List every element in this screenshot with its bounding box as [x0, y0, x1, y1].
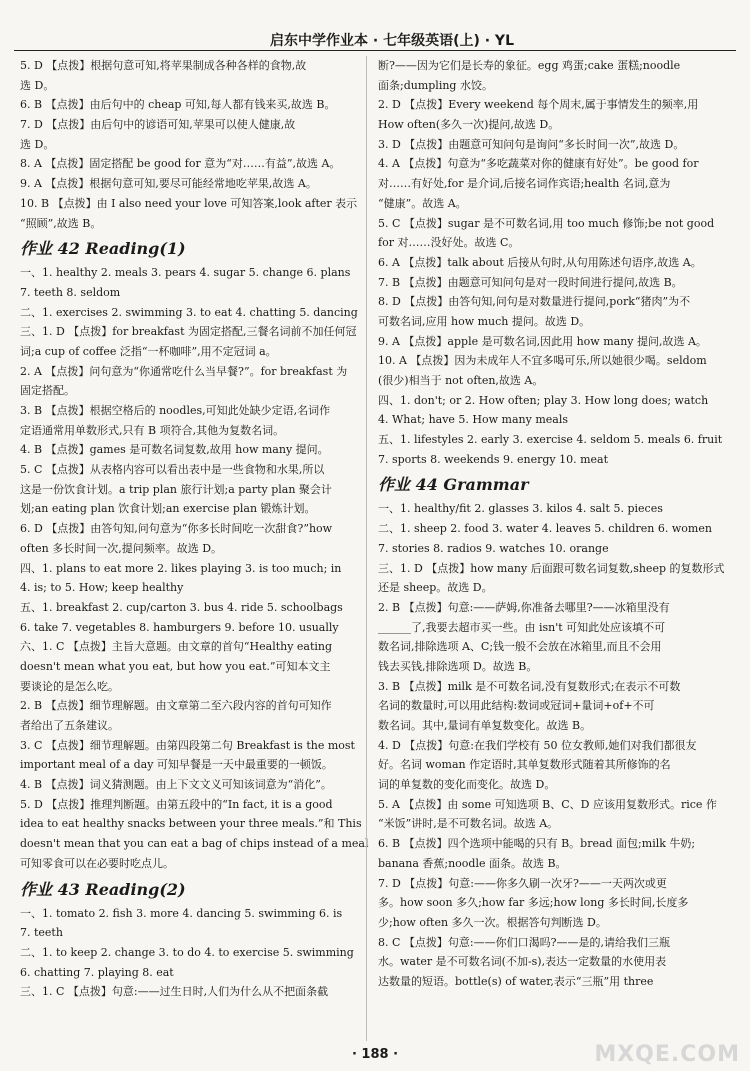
answer-line: 面条;dumpling 水饺。	[378, 78, 493, 92]
answer-line: 7. sports 8. weekends 9. energy 10. meat	[378, 452, 609, 466]
answer-line: (很少)相当于 not often,故选 A。	[378, 374, 544, 387]
answer-line: 7. D 【点拨】句意:——你多久刷一次牙?——一天两次或更	[378, 876, 667, 890]
answer-line: 选 D。	[20, 137, 55, 151]
answer-line: 8. C 【点拨】句意:——你们口渴吗?——是的,请给我们三瓶	[378, 935, 671, 949]
answer-line: 7. B 【点拨】由题意可知问句是对一段时间进行提问,故选 B。	[378, 275, 683, 289]
answer-line: 7. D 【点拨】由后句中的谚语可知,苹果可以使人健康,故	[20, 118, 296, 132]
answer-line: 4. A 【点拨】句意为“多吃蔬菜对你的健康有好处”。be good for	[378, 157, 699, 171]
answer-line: 选 D。	[20, 78, 55, 92]
answer-line: for 对……没好处。故选 C。	[378, 236, 520, 250]
answer-line: 3. C 【点拨】细节理解题。由第四段第二句 Breakfast is the most	[20, 738, 355, 752]
answer-line: 6. D 【点拨】由答句知,问句意为“你多长时间吃一次甜食?”how	[20, 522, 333, 536]
answer-line: 断?——因为它们是长寿的象征。egg 鸡蛋;cake 蛋糕;noodle	[378, 59, 681, 72]
answer-line: 一、1. healthy 2. meals 3. pears 4. sugar 5. change 6. plans	[20, 266, 351, 280]
answer-line: doesn't mean what you eat, but how you eat.”可知本文主	[20, 659, 331, 673]
answer-line: 二、1. exercises 2. swimming 3. to eat 4. chatting 5. dancing	[20, 305, 358, 319]
answer-line: 数名词。其中,量词有单复数变化。故选 B。	[378, 719, 592, 732]
answer-line: 还是 sheep。故选 D。	[378, 581, 493, 595]
answer-line: 可数名词,应用 how much 提问。故选 D。	[378, 314, 591, 328]
running-head-title: 启东中学作业本 · 七年级英语(上) · YL	[270, 33, 514, 49]
answer-line: 4. B 【点拨】games 是可数名词复数,故用 how many 提问。	[20, 443, 329, 457]
answer-line: 9. A 【点拨】根据句意可知,要尽可能经常地吃苹果,故选 A。	[20, 177, 317, 191]
answer-line: 5. A 【点拨】由 some 可知选项 B、C、D 应该用复数形式。rice 作	[378, 797, 717, 811]
answer-line: 可知零食可以在必要时吃点儿。	[20, 856, 174, 870]
answer-line: “米饭”讲时,是不可数名词。故选 A。	[378, 817, 559, 831]
answer-line: 二、1. sheep 2. food 3. water 4. leaves 5. children 6. women	[378, 522, 712, 536]
answer-line: 7. teeth	[20, 926, 63, 940]
answer-line: 6. take 7. vegetables 8. hamburgers 9. before 10. usually	[20, 620, 339, 634]
answer-line: 五、1. lifestyles 2. early 3. exercise 4. seldom 5. meals 6. fruit	[378, 433, 723, 447]
answer-line: 要谈论的是怎么吃。	[20, 679, 119, 693]
answer-line: 划;an eating plan 饮食计划;an exercise plan 锻炼计划。	[20, 502, 316, 516]
answer-line: 5. D 【点拨】推理判断题。由第五段中的“In fact, it is a good	[20, 797, 333, 811]
answer-line: How often(多久一次)提问,故选 D。	[378, 118, 560, 132]
answer-line: 多。how soon 多久;how far 多远;how long 多长时间,长度多	[378, 896, 689, 910]
answer-line: 者给出了五条建议。	[20, 719, 119, 732]
answer-line: 6. chatting 7. playing 8. eat	[20, 965, 174, 979]
right-column	[378, 56, 732, 992]
answer-line: 对……有好处,for 是介词,后接名词作宾语;health 名词,意为	[378, 177, 671, 191]
answer-line: 6. A 【点拨】talk about 后接从句时,从句用陈述句语序,故选 A。	[378, 255, 702, 269]
answer-line: 10. B 【点拨】由 I also need your love 可知答案,look after 表示	[20, 196, 358, 210]
answer-line: 4. B 【点拨】词义猜测题。由上下文文义可知该词意为“消化”。	[20, 778, 332, 792]
answer-line: 6. B 【点拨】由后句中的 cheap 可知,每人都有钱来买,故选 B。	[20, 98, 336, 112]
answer-line: 这是一份饮食计划。a trip plan 旅行计划;a party plan 聚会计	[20, 482, 332, 496]
answer-line: 三、1. D 【点拨】how many 后面跟可数名词复数,sheep 的复数形式	[378, 561, 725, 575]
answer-line: banana 香蕉;noodle 面条。故选 B。	[378, 856, 567, 870]
answer-line: 10. A 【点拨】因为未成年人不宜多喝可乐,所以她很少喝。seldom	[378, 354, 707, 368]
answer-line: 六、1. C 【点拨】主旨大意题。由文章的首句“Healthy eating	[20, 640, 333, 654]
answer-line: 数名词,排除选项 A、C;钱一般不会放在冰箱里,而且不会用	[378, 640, 662, 654]
answer-line: 2. B 【点拨】句意:——萨姆,你准备去哪里?——冰箱里没有	[378, 600, 670, 614]
answer-line: 7. teeth 8. seldom	[20, 285, 121, 299]
answer-line: 3. D 【点拨】由题意可知问句是询问“多长时间一次”,故选 D。	[378, 137, 685, 151]
answer-line: 5. D 【点拨】根据句意可知,将苹果制成各种各样的食物,故	[20, 59, 307, 72]
answer-line: 4. What; have 5. How many meals	[378, 413, 568, 427]
answer-line: 6. B 【点拨】四个选项中能喝的只有 B。bread 面包;milk 牛奶;	[378, 837, 696, 851]
section-heading: 作业 42 Reading(1)	[20, 239, 186, 259]
answer-line: 8. A 【点拨】固定搭配 be good for 意为“对……有益”,故选 A。	[20, 157, 341, 171]
answer-line: 四、1. don't; or 2. How often; play 3. How long does; watch	[378, 393, 709, 407]
section-heading: 作业 43 Reading(2)	[20, 879, 186, 899]
answer-line: 二、1. to keep 2. change 3. to do 4. to exercise 5. swimming	[20, 945, 354, 959]
answer-line: 三、1. C 【点拨】句意:——过生日时,人们为什么从不把面条截	[20, 985, 329, 999]
answer-line: doesn't mean that you can eat a bag of chips instead of a meal	[20, 837, 369, 851]
answer-line: 4. is; to 5. How; keep healthy	[20, 581, 184, 595]
answer-line: 4. D 【点拨】句意:在我们学校有 50 位女教师,她们对我们都很友	[378, 738, 697, 752]
answer-line: 四、1. plans to eat more 2. likes playing 3. is too much; in	[20, 561, 342, 575]
answer-line: 5. C 【点拨】从表格内容可以看出表中是一些食物和水果,所以	[20, 463, 325, 477]
answer-line: 钱去买钱,排除选项 D。故选 B。	[378, 659, 538, 673]
answer-line: 水。water 是不可数名词(不加-s),表达一定数量的水使用表	[378, 955, 667, 969]
answer-line: idea to eat healthy snacks between your three meals.”和 This	[20, 817, 362, 831]
answer-line: 定语通常用单数形式,只有 B 项符合,其他为复数名词。	[20, 423, 285, 437]
answer-line: 五、1. breakfast 2. cup/carton 3. bus 4. ride 5. schoolbags	[20, 600, 343, 614]
answer-line: “健康”。故选 A。	[378, 196, 467, 210]
answer-line: 好。名词 woman 作定语时,其单复数形式随着其所修饰的名	[378, 758, 671, 772]
answer-line: 一、1. healthy/fit 2. glasses 3. kilos 4. salt 5. pieces	[378, 502, 663, 516]
answer-line: “照顾”,故选 B。	[20, 216, 102, 230]
answer-line: 5. C 【点拨】sugar 是不可数名词,用 too much 修饰;be not good	[378, 216, 715, 230]
page-number: · 188 ·	[351, 1047, 399, 1062]
answer-line: 词的单复数的变化而变化。故选 D。	[378, 778, 556, 792]
answer-line: ______了,我要去超市买一些。由 isn't 可知此处应该填不可	[378, 620, 666, 634]
column-divider	[366, 56, 367, 1041]
answer-line: 一、1. tomato 2. fish 3. more 4. dancing 5. swimming 6. is	[20, 906, 343, 920]
answer-line: 2. B 【点拨】细节理解题。由文章第二至六段内容的首句可知作	[20, 699, 332, 713]
section-heading: 作业 44 Grammar	[378, 475, 529, 495]
answer-line: 达数量的短语。bottle(s) of water,表示“三瓶”用 three	[378, 974, 654, 988]
answer-line: 7. stories 8. radios 9. watches 10. orange	[378, 541, 609, 555]
answer-line: often 多长时间一次,提问频率。故选 D。	[20, 541, 223, 555]
answer-line: 8. D 【点拨】由答句知,问句是对数量进行提问,pork“猪肉”为不	[378, 295, 691, 309]
answer-line: 9. A 【点拨】apple 是可数名词,因此用 how many 提问,故选 A。	[378, 334, 707, 348]
header-rule	[14, 50, 736, 51]
page-header	[0, 0, 750, 56]
answer-line: 词;a cup of coffee 泛指“一杯咖啡”,用不定冠词 a。	[20, 344, 277, 358]
answer-line: important meal of a day 可知早餐是一天中最重要的一顿饭。	[20, 758, 333, 772]
answer-line: 3. B 【点拨】milk 是不可数名词,没有复数形式;在表示不可数	[378, 679, 681, 693]
left-column	[20, 56, 370, 1002]
site-watermark: MXQE.COM	[594, 1042, 740, 1067]
answer-line: 3. B 【点拨】根据空格后的 noodles,可知此处缺少定语,名词作	[20, 404, 331, 417]
answer-line: 2. A 【点拨】问句意为“你通常吃什么当早餐?”。for breakfast 为	[20, 364, 348, 378]
answer-line: 固定搭配。	[20, 384, 75, 398]
answer-line: 名词的数量时,可以用此结构:数词或冠词+量词+of+不可	[378, 699, 655, 713]
answer-line: 三、1. D 【点拨】for breakfast 为固定搭配,三餐名词前不加任何冠	[20, 325, 357, 339]
answer-line: 2. D 【点拨】Every weekend 每个周末,属于事情发生的频率,用	[378, 98, 699, 112]
answer-line: 少;how often 多久一次。根据答句判断选 D。	[378, 915, 607, 929]
